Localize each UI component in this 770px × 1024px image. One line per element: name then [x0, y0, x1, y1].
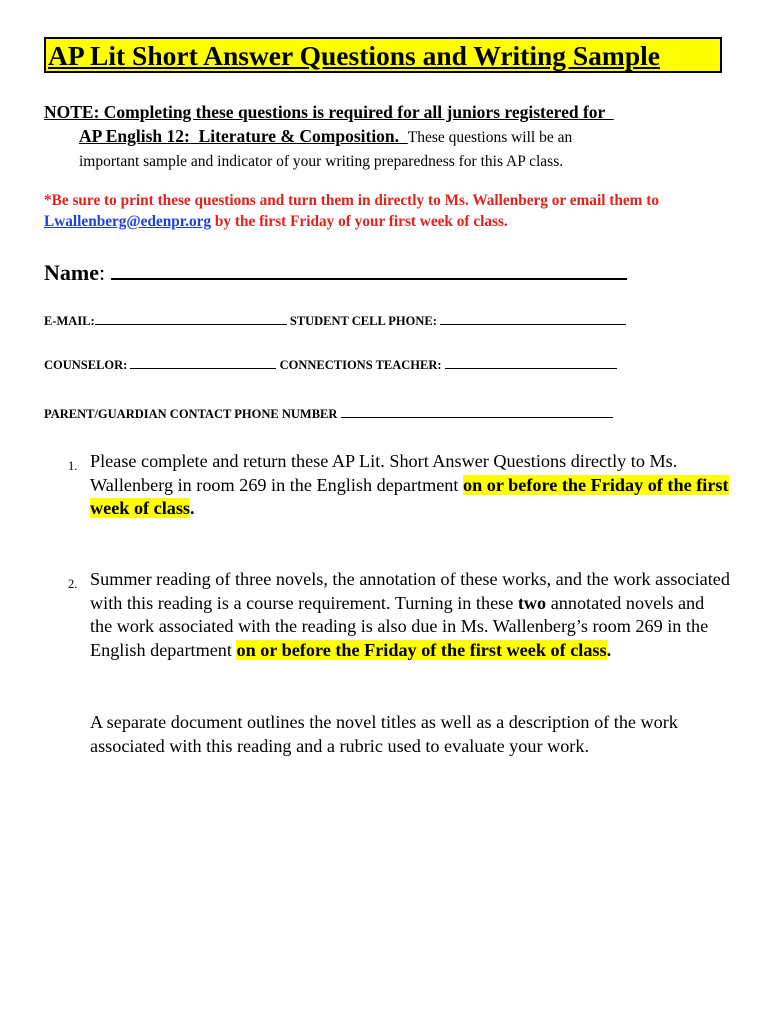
- item-end: .: [190, 498, 195, 518]
- list-item: [68, 450, 730, 521]
- name-label: Name: [44, 260, 99, 285]
- document-title: AP Lit Short Answer Questions and Writing Sample: [44, 37, 722, 73]
- item-text-continued: annotated novels and the work associated with the reading is also due in Ms. Wallenberg’s room 269 in the English department: [90, 592, 709, 660]
- parent-row: [44, 406, 613, 422]
- item-number: 1.: [68, 459, 78, 473]
- staff-row: [44, 357, 617, 373]
- email-label: E-MAIL:: [44, 314, 95, 328]
- item-followup: A separate document outlines the novel titles as well as a description of the work associated with this reading and a rubric used to evaluate your work.: [90, 712, 678, 756]
- note-text: These questions will be an: [407, 129, 573, 146]
- item-bold-word: two: [517, 592, 547, 613]
- parent-phone-label: PARENT/GUARDIAN CONTACT PHONE NUMBER: [44, 407, 341, 421]
- deadline-highlight: on or before the Friday of the first week of class: [236, 639, 607, 660]
- item-text: Summer reading of three novels, the annotation of these works, and the work associated with this reading is a course requirement. Turning in these: [90, 569, 730, 613]
- note-line: NOTE: Completing these questions is required for all juniors registered for: [44, 102, 614, 122]
- connections-blank[interactable]: [445, 357, 617, 369]
- name-blank[interactable]: [111, 256, 627, 280]
- item-text: Please complete and return these AP Lit. Short Answer Questions directly to Ms. Wallenberg in room 269 in the English department: [90, 451, 678, 495]
- connections-label: CONNECTIONS TEACHER:: [279, 358, 445, 372]
- deadline-highlight: on or before the Friday of the first week of class: [90, 474, 729, 518]
- name-colon: :: [98, 260, 106, 285]
- email-blank[interactable]: [95, 313, 287, 325]
- warning-text: *Be sure to print these questions and turn them in directly to Ms. Wallenberg or email them to: [44, 192, 659, 209]
- warning-text-end: by the first Friday of your first week of class.: [211, 213, 508, 230]
- phone-blank[interactable]: [440, 313, 626, 325]
- item-number: 2.: [68, 577, 78, 591]
- note-course-line: [44, 124, 744, 150]
- print-warning: [44, 190, 734, 232]
- name-field[interactable]: [44, 256, 627, 286]
- note-text-continued: important sample and indicator of your writing preparedness for this AP class.: [79, 153, 564, 170]
- phone-label: STUDENT CELL PHONE:: [289, 314, 440, 328]
- contact-row: [44, 313, 626, 329]
- counselor-label: COUNSELOR:: [44, 358, 131, 372]
- item-end: .: [606, 639, 612, 660]
- counselor-blank[interactable]: [130, 357, 276, 369]
- email-link[interactable]: Lwallenberg@edenpr.org: [44, 213, 212, 230]
- course-name: AP English 12: Literature & Composition.: [79, 126, 408, 146]
- note-block: [44, 100, 744, 173]
- list-item: [68, 568, 730, 662]
- parent-phone-blank[interactable]: [341, 406, 613, 418]
